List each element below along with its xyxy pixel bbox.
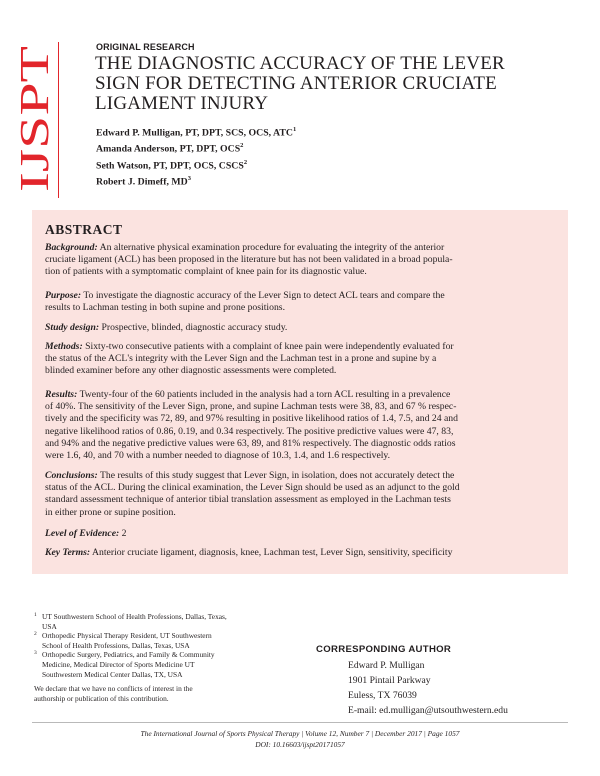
header-divider — [58, 42, 59, 198]
corresponding-author-heading: CORRESPONDING AUTHOR — [316, 644, 452, 655]
journal-citation: The International Journal of Sports Physical Therapy | Volume 12, Number 7 | December 2017 | Page 1057 — [140, 729, 460, 738]
journal-logo — [11, 44, 57, 194]
author: Amanda Anderson, PT, DPT, OCS$^2$ — [96, 142, 244, 155]
abstract-conclusions: Conclusions: The results of this study suggest that Lever Sign, in isolation, does not accurately detect the status of the ACL. During the clinical examination, the Lever Sign should be used as an adjunct to the gold standard assessment technique of anterior tibial translation assessment as employed in the Lachman tests in either prone or supine position. — [45, 470, 460, 518]
author: Seth Watson, PT, DPT, OCS, CSCS$^2$ — [96, 158, 248, 171]
abstract-results: Results: Twenty-four of the 60 patients included in the analysis had a torn ACL resulting in a prevalence of 40%. The sensitivity of the Lever Sign, prone, and supine Lachman tests were 38, 83, and 67 % respec- tively and the specificity was 72, 89, and 97% resulting in positive likelihood ratios of 1.4, 7.5, and 24 and negative likelihood ratios of 0.86, 0.19, and 0.34 respectively. The positive predictive values were 47, 83, and 94% and the negative predictive values were 63, 89, and 81% respectively. The diagnostic odds ratios were 1.6, 40, and 70 with a number needed to diagnose of 10.3, 1.4, and 1.6 respectively. — [45, 389, 458, 462]
footer-rule — [32, 722, 568, 723]
corresponding-author-city: Euless, TX 76039 — [348, 690, 417, 701]
title-line: THE DIAGNOSTIC ACCURACY OF THE LEVER — [95, 53, 505, 74]
footnote: 2 Orthopedic Physical Therapy Resident, UT Southwestern School of Health Professions, Dallas, Texas, USA — [34, 631, 212, 650]
abstract-background: Background: An alternative physical examination procedure for evaluating the integrity of the anterior cruciate ligament (ACL) has been proposed in the literature but has not been validated in a broad popula- tion of patients with a symptomatic complaint of knee pain for its diagnostic value. — [45, 242, 453, 278]
abstract-key-terms: Key Terms: Anterior cruciate ligament, diagnosis, knee, Lachman test, Lever Sign, sensitivity, specificity — [45, 547, 453, 558]
corresponding-author-details — [348, 658, 508, 718]
abstract-purpose: Purpose: To investigate the diagnostic accuracy of the Lever Sign to detect ACL tears and compare the results to Lachman testing in both supine and prone positions. — [45, 290, 445, 314]
corresponding-author-name: Edward P. Mulligan — [348, 660, 425, 671]
footnote: 1 UT Southwestern School of Health Professions, Dallas, Texas, USA — [34, 612, 227, 631]
article-title — [95, 54, 565, 114]
title-line: LIGAMENT INJURY — [95, 93, 269, 114]
conflict-declaration: We declare that we have no conflicts of interest in the authorship or publication of this contribution. — [34, 684, 193, 703]
title-line: SIGN FOR DETECTING ANTERIOR CRUCIATE — [95, 73, 497, 94]
author: Edward P. Mulligan, PT, DPT, SCS, OCS, ATC$^1$ — [96, 126, 297, 139]
abstract-study-design: Study design: Prospective, blinded, diagnostic accuracy study. — [45, 322, 288, 333]
section-label: ORIGINAL RESEARCH — [96, 42, 195, 52]
affiliation-footnotes — [34, 612, 294, 703]
author: Robert J. Dimeff, $MD^3$ — [96, 174, 191, 188]
abstract-heading: ABSTRACT — [45, 222, 123, 237]
abstract-level-of-evidence: Level of Evidence: 2 — [45, 528, 127, 539]
journal-logo-text: IJSPT — [11, 91, 57, 192]
doi: DOI: 10.16603/ijspt20171057 — [255, 740, 345, 749]
abstract-methods: Methods: Sixty-two consecutive patients with a complaint of knee pain were independently evaluated for the status of the ACL's integrity with the Lever Sign and the Lachman test in a prone and supine by a blinded examiner before any other diagnostic assessments were completed. — [45, 341, 454, 377]
corresponding-author-street: 1901 Pintail Parkway — [348, 675, 431, 686]
author-list — [96, 123, 296, 188]
footnote: 3 Orthopedic Surgery, Pediatrics, and Family & Community Medicine, Medical Director of Sports Medicine UT Southwestern Medical Center Dallas, TX, USA — [34, 650, 215, 679]
corresponding-author-email: E-mail: ed.mulligan@utsouthwestern.edu — [348, 705, 508, 716]
